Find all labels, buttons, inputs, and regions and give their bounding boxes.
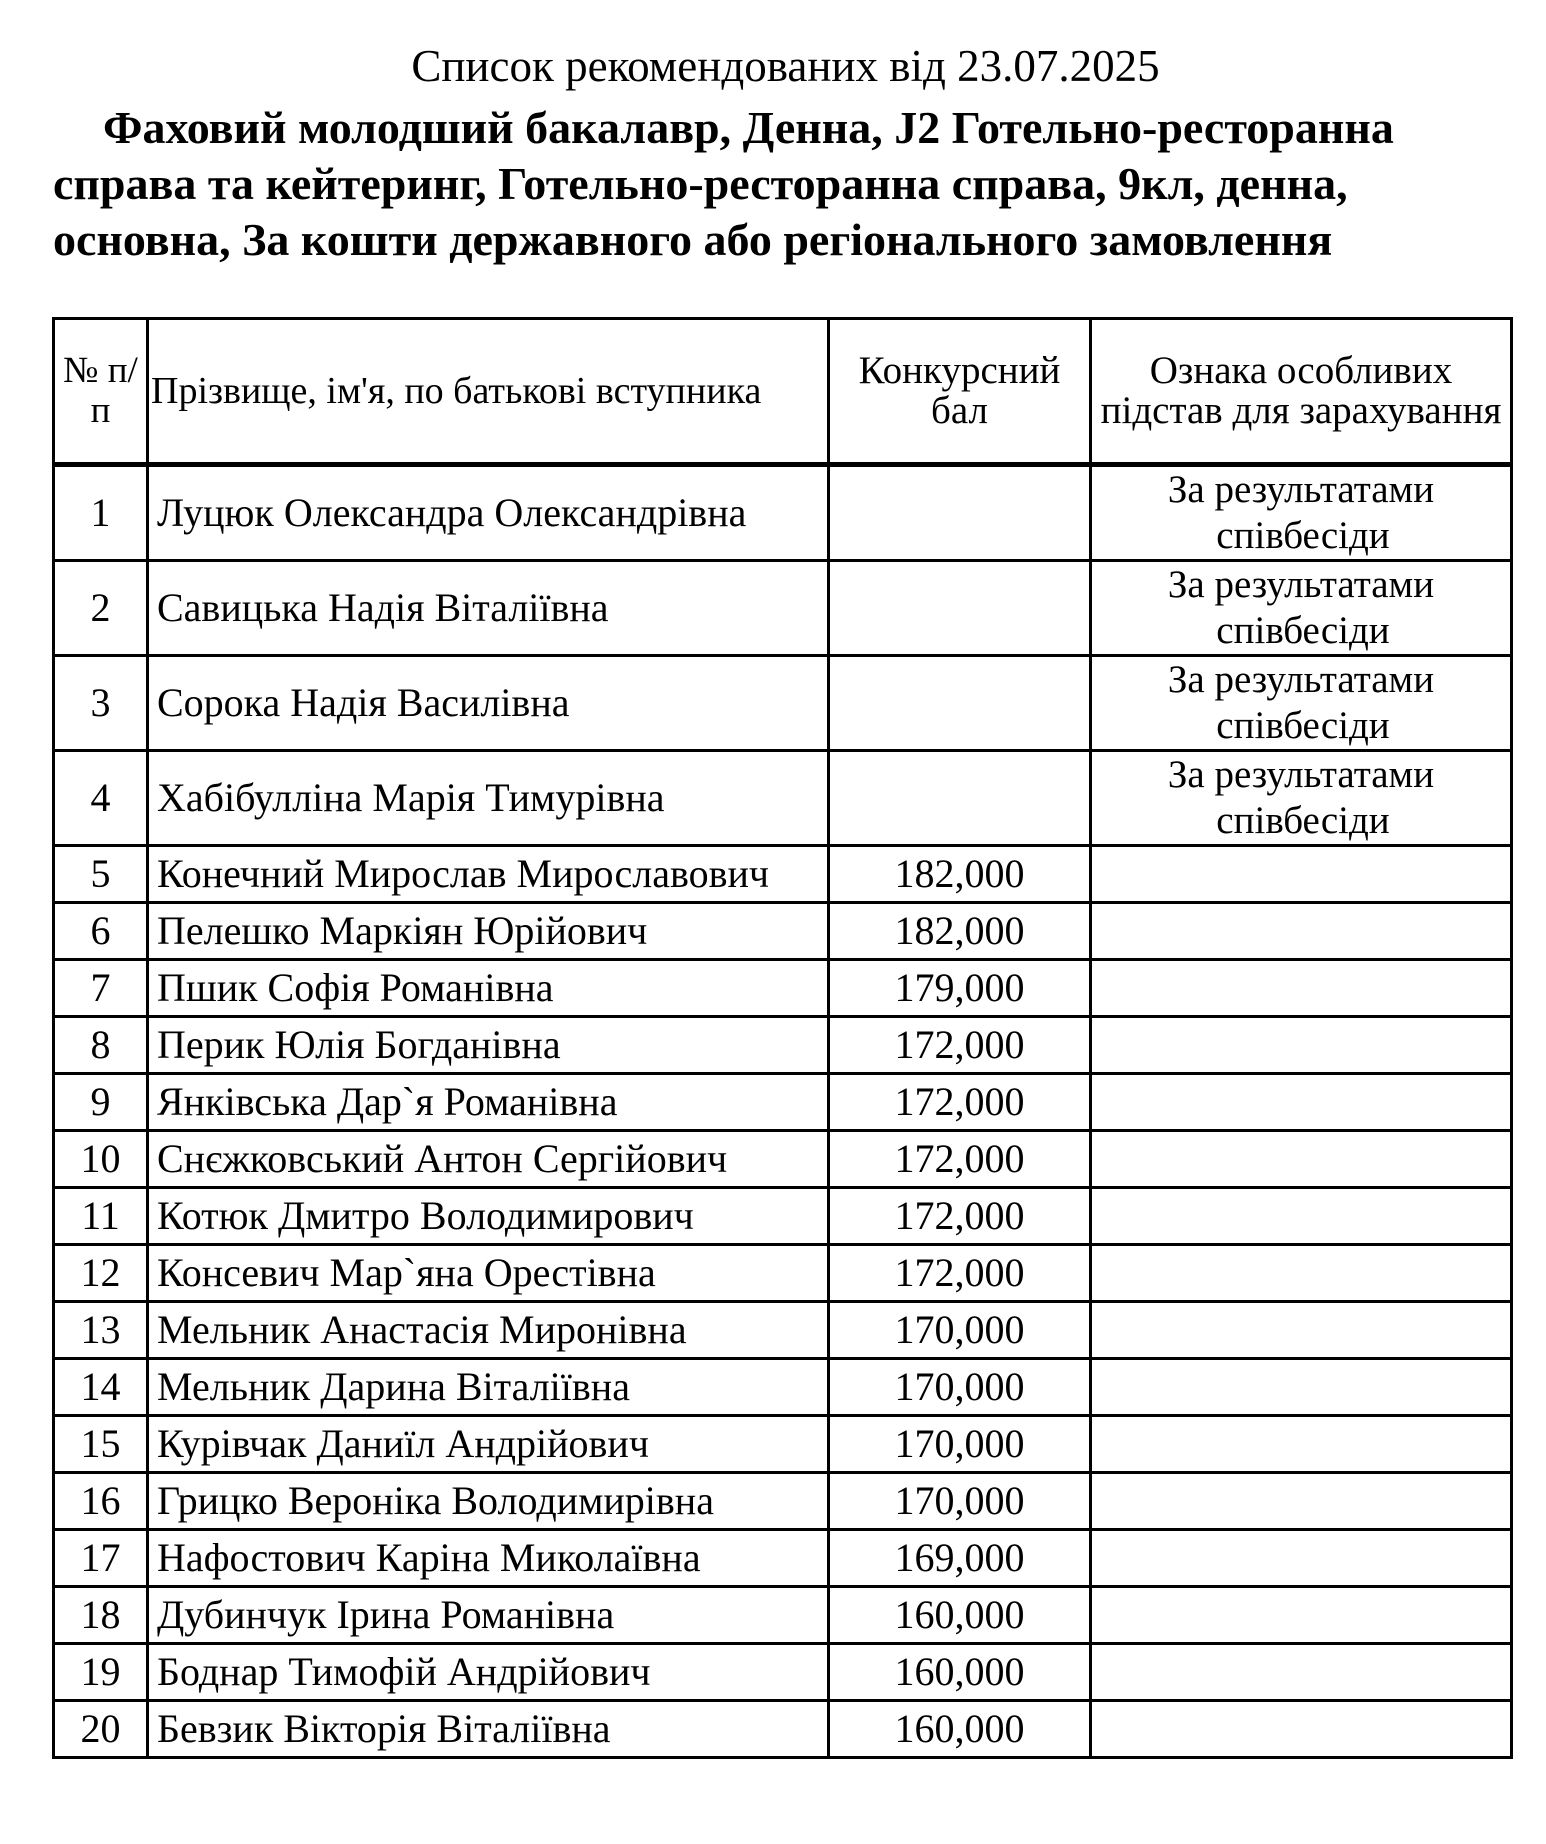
table-row (54, 1416, 1512, 1473)
applicant-name: Котюк Дмитро Володимирович (148, 1188, 829, 1245)
special-grounds (1091, 1416, 1512, 1473)
special-grounds-line-2: співбесіди (1216, 799, 1390, 842)
applicant-score (829, 561, 1091, 656)
applicant-score: 172,000 (829, 1017, 1091, 1074)
applicant-name: Хабібулліна Марія Тимурівна (148, 751, 829, 846)
document-title: Список рекомендованих від 23.07.2025 (411, 41, 1160, 91)
applicant-name: Пелешко Маркіян Юрійович (148, 903, 829, 960)
row-number: 20 (54, 1701, 148, 1758)
applicant-name: Консевич Мар`яна Орестівна (148, 1245, 829, 1302)
applicant-score: 160,000 (829, 1701, 1091, 1758)
applicant-name: Мельник Анастасія Миронівна (148, 1302, 829, 1359)
row-number: 10 (54, 1131, 148, 1188)
special-grounds-line-2: співбесіди (1216, 514, 1390, 557)
row-number: 9 (54, 1074, 148, 1131)
document-subtitle: Фаховий молодший бакалавр, Денна, J2 Готельно-ресторанна справа та кейтеринг, Готельно-ресторанна справа, 9кл, денна, основна, За кошти державного або регіонального замовлення (53, 102, 1394, 265)
table-header (54, 319, 1512, 465)
special-grounds (1091, 1017, 1512, 1074)
table-row (54, 1701, 1512, 1758)
special-grounds (1091, 1074, 1512, 1131)
applicant-name: Нафостович Каріна Миколаївна (148, 1530, 829, 1587)
applicant-score: 170,000 (829, 1473, 1091, 1530)
applicant-score: 172,000 (829, 1245, 1091, 1302)
table-row (54, 1587, 1512, 1644)
applicant-name: Снєжковський Антон Сергійович (148, 1131, 829, 1188)
special-grounds-line-1: За результатами (1167, 468, 1435, 511)
applicant-name: Дубинчук Ірина Романівна (148, 1587, 829, 1644)
row-number: 4 (54, 751, 148, 846)
special-grounds (1091, 751, 1512, 846)
applicant-score: 170,000 (829, 1416, 1091, 1473)
table-row (54, 1017, 1512, 1074)
special-grounds (1091, 903, 1512, 960)
applicant-name: Конечний Мирослав Мирославович (148, 846, 829, 903)
applicant-score: 169,000 (829, 1530, 1091, 1587)
special-grounds-line-1: За результатами (1167, 753, 1435, 796)
table-row (54, 960, 1512, 1017)
applicant-score: 172,000 (829, 1188, 1091, 1245)
table-row (54, 903, 1512, 960)
applicant-name: Мельник Дарина Віталіївна (148, 1359, 829, 1416)
table-row (54, 561, 1512, 656)
applicant-name: Бевзик Вікторія Віталіївна (148, 1701, 829, 1758)
header-number: № п/п (54, 319, 148, 465)
row-number: 14 (54, 1359, 148, 1416)
special-grounds (1091, 1245, 1512, 1302)
applicant-name: Боднар Тимофій Андрійович (148, 1644, 829, 1701)
table-row (54, 1188, 1512, 1245)
special-grounds (1091, 960, 1512, 1017)
table-row (54, 1245, 1512, 1302)
row-number: 12 (54, 1245, 148, 1302)
applicant-score (829, 656, 1091, 751)
row-number: 16 (54, 1473, 148, 1530)
table-row (54, 1644, 1512, 1701)
special-grounds (1091, 465, 1512, 561)
table-row (54, 1359, 1512, 1416)
table-body (54, 465, 1512, 1758)
row-number: 15 (54, 1416, 148, 1473)
applicant-name: Пшик Софія Романівна (148, 960, 829, 1017)
applicant-score: 179,000 (829, 960, 1091, 1017)
special-grounds (1091, 846, 1512, 903)
table-row (54, 465, 1512, 561)
applicant-score (829, 751, 1091, 846)
applicant-score: 182,000 (829, 846, 1091, 903)
applicant-score: 172,000 (829, 1131, 1091, 1188)
table-row (54, 846, 1512, 903)
special-grounds (1091, 1473, 1512, 1530)
row-number: 6 (54, 903, 148, 960)
applicants-table (52, 317, 1513, 1759)
special-grounds-line-1: За результатами (1167, 563, 1435, 606)
row-number: 13 (54, 1302, 148, 1359)
special-grounds (1091, 1302, 1512, 1359)
special-grounds (1091, 1530, 1512, 1587)
table-row (54, 1074, 1512, 1131)
applicant-score: 160,000 (829, 1587, 1091, 1644)
special-grounds-line-2: співбесіди (1216, 609, 1390, 652)
special-grounds (1091, 656, 1512, 751)
row-number: 18 (54, 1587, 148, 1644)
row-number: 7 (54, 960, 148, 1017)
header-row (54, 319, 1512, 465)
special-grounds (1091, 1701, 1512, 1758)
applicant-name: Курівчак Даниїл Андрійович (148, 1416, 829, 1473)
row-number: 8 (54, 1017, 148, 1074)
applicant-score: 172,000 (829, 1074, 1091, 1131)
row-number: 19 (54, 1644, 148, 1701)
table-row (54, 656, 1512, 751)
applicant-score (829, 465, 1091, 561)
table-row (54, 1530, 1512, 1587)
row-number: 2 (54, 561, 148, 656)
applicant-score: 182,000 (829, 903, 1091, 960)
applicant-name: Луцюк Олександра Олександрівна (148, 465, 829, 561)
header-score: Конкурсний бал (829, 319, 1091, 465)
table-row (54, 1302, 1512, 1359)
row-number: 1 (54, 465, 148, 561)
applicant-score: 170,000 (829, 1302, 1091, 1359)
special-grounds-line-1: За результатами (1167, 658, 1435, 701)
special-grounds (1091, 1644, 1512, 1701)
header-full-name: Прізвище, ім'я, по батькові вступника (148, 319, 829, 465)
applicant-name: Сорока Надія Василівна (148, 656, 829, 751)
applicant-name: Янківська Дар`я Романівна (148, 1074, 829, 1131)
applicant-name: Грицко Вероніка Володимирівна (148, 1473, 829, 1530)
row-number: 11 (54, 1188, 148, 1245)
table-row (54, 1131, 1512, 1188)
row-number: 3 (54, 656, 148, 751)
applicant-name: Перик Юлія Богданівна (148, 1017, 829, 1074)
applicant-score: 170,000 (829, 1359, 1091, 1416)
special-grounds (1091, 1359, 1512, 1416)
special-grounds (1091, 1131, 1512, 1188)
applicant-score: 160,000 (829, 1644, 1091, 1701)
special-grounds (1091, 1587, 1512, 1644)
special-grounds (1091, 561, 1512, 656)
row-number: 17 (54, 1530, 148, 1587)
table-row (54, 751, 1512, 846)
row-number: 5 (54, 846, 148, 903)
header-special-grounds: Ознака особливих підстав для зарахування (1091, 319, 1512, 465)
table-row (54, 1473, 1512, 1530)
special-grounds (1091, 1188, 1512, 1245)
applicant-name: Савицька Надія Віталіївна (148, 561, 829, 656)
special-grounds-line-2: співбесіди (1216, 704, 1390, 747)
